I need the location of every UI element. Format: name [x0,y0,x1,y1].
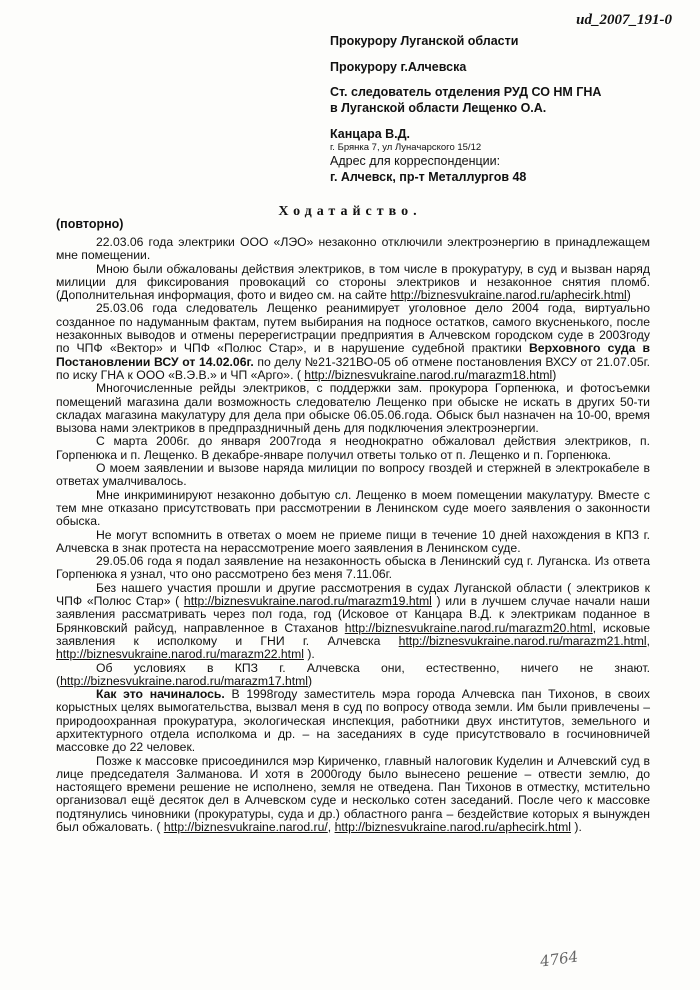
sender-address: г. Брянка 7, ул Луначарского 15/12 [330,142,482,154]
paragraph-1: 22.03.06 года электрики ООО «ЛЭО» незаконно отключили электроэнергию в принадлежащем мне помещении. [56,235,650,263]
p13-end: ). [571,820,582,835]
recipient-city-prosecutor: Прокурору г.Алчевска [330,59,467,74]
paragraph-9: 29.05.06 года я подал заявление на незаконность обыска в Ленинский суд г. Луганска. Из ответа Горпенюка я узнал, что оно рассмотрено без меня 7.11.06г. [56,554,650,582]
p2-text: Мною были обжалованы действия электриков, в том числе в прокуратуру, в суд и вызван наряд милиции для фиксирования провокаций со стороны электриков и незаконное снятия пломб. (Дополнительная информация, фото и видео см. на сайте [56,261,650,303]
p11-end: ) [308,673,313,688]
link-site-root[interactable]: http://biznesvukraine.narod.ru/ [163,820,328,835]
p2-end: ) [626,288,631,303]
paragraph-12 [56,688,650,754]
p11-text: Об условиях в КПЗ г. Алчевска они, естественно, ничего не знают. ( [56,660,650,688]
correspondence-address: г. Алчевск, пр-т Металлургов 48 [330,169,527,184]
document-title: Ходатайство. [278,204,422,219]
p12-heading: Как это начиналось. [96,687,225,702]
p3-end: ) [552,367,557,382]
p10-text-3: , исковые заявления к исполкому и ГНИ г. Алчевска [56,620,650,648]
paragraph-7: Мне инкриминируют незаконно добытую сл. Лещенко в моем помещении макулатуру. Вместе с тем мне отказано присутствовать при рассмотрении в Ленинском суде моего заявления о законности обыска. [56,487,650,529]
recipient-investigator-line1: Ст. следователь отделения РУД СО НМ ГНА [330,85,602,100]
paragraph-2 [56,263,650,303]
paragraph-13 [56,755,650,835]
p13-sep: , [327,820,335,835]
link-marazm21[interactable]: http://biznesvukraine.narod.ru/marazm21.html [398,633,647,648]
recipient-investigator-line2: в Луганской области Лещенко О.А. [330,100,547,115]
document-id: ud_2007_191-0 [576,12,672,28]
p12-text: В 1998году заместитель мэра города Алчевска пан Тихонов, в своих корыстных целях вымогательства, вызвал меня в суд по вопросу отвода земли. Им были привлечены – природоохранная прокуратура, экологическая инспекция, работники двух институтов, земельного и архитектурного отдела исполкома и др. – на заседаниях в суде присутствовало в госчиновничей массовке до 22 человек. [56,687,651,755]
p3-text-2: по делу №21-321ВО-05 об отмене постановления ВХСУ от 21.07.05г. по иску ГНА к ООО «В.Э.В.» и ЧП «Арго». ( [56,354,651,382]
paragraph-4: Многочисленные рейды электриков, с поддержки зам. прокурора Горпенюка, и фотосъемки помещений магазина дали возможность следователю Лещенко при обыске не искать в других 50-ти складах магазина макулатуру для дела при обыске 06.05.06.года. Обыск был назначен на 10-00, время вызова нами электриков в предпраздничный день для подключения электроэнергии. [56,381,650,436]
paragraph-5: С марта 2006г. до января 2007года я неоднократно обжаловал действия электриков, п. Горпенюка и п. Лещенко. В декабре-январе получил ответы только от п. Лещенко и п. Горпенюка. [56,434,650,462]
link-marazm18[interactable]: http://biznesvukraine.narod.ru/marazm18.html [304,367,553,382]
paragraph-10 [56,582,650,662]
link-marazm22[interactable]: http://biznesvukraine.narod.ru/marazm22.html [56,647,304,662]
document-body [56,236,650,834]
handwritten-page-number: 4764 [538,947,580,971]
link-aphecirk-2[interactable]: http://biznesvukraine.narod.ru/aphecirk.html [334,820,571,835]
link-marazm17[interactable]: http://biznesvukraine.narod.ru/marazm17.html [60,673,308,688]
p10-end: ). [303,647,315,662]
sender-name: Канцара В.Д. [330,126,411,141]
p3-bold: Верховного суда в Постановлении ВСУ от 14.02.06г. [56,341,650,369]
recipient-oblast-prosecutor: Прокурору Луганской области [330,34,519,48]
p10-text-2: ) или в лучшем случае начали наши заявления рассматривать через пол года, год (Исковое от Канцара В.Д. к электрикам поданное в Брянковский райсуд, направленное в Стаханов [56,594,650,635]
paragraph-8: Не могут вспомнить в ответах о моем не приеме пищи в течение 10 дней нахождения в КПЗ г. Алчевска в знак протеста на нерассмотрение моего заявления в Ленинском суде. [56,527,650,555]
paragraph-6: О моем заявлении и вызове наряда милиции по вопросу гвоздей и стержней в электрокабеле в ответах умалчивалось. [56,461,650,489]
p10-text: Без нашего участия прошли и другие рассмотрения в судах Луганской области ( электриков к ЧПФ «Полюс Стар» ( [56,580,650,609]
link-aphecirk[interactable]: http://biznesvukraine.narod.ru/aphecirk.html [390,288,627,303]
p10-sep: , [646,633,650,648]
paragraph-11 [56,662,650,689]
link-marazm19[interactable]: http://biznesvukraine.narod.ru/marazm19.html [183,594,432,609]
correspondence-label: Адрес для корреспонденции: [330,154,501,168]
recipients-block [330,34,680,185]
p3-text: 25.03.06 года следователь Лещенко реанимирует уголовное дело 2004 года, виртуально созданное по надуманным фактам, путем выбирания на подносе остатков, самого вкусненького, после незаконных выводов и отмены перерегистрации предприятия в Алчевском городском суде в 2003году по ЧПФ «Вектор» и ЧПФ «Полюс Стар», и в нарушение судебной практики [56,301,650,356]
p13-text: Позже к массовке присоединился мэр Кириченко, главный налоговик Куделин и Алчевский суд в лице председателя Залманова. И хотя в 2000году было вынесено решение – отвести землю, до настоящего времени решение не исполнено, земля не отведена. Пан Тихонов в отместку, мстительно организовал ещё десяток дел в Алчевском суде и несколько сотен заседаний. После чего к массовке подтянулись чиновники (прокуратуры, суда и др.) областного ранга – бездействие которых я вынужден был обжаловать. ( [56,753,650,835]
link-marazm20[interactable]: http://biznesvukraine.narod.ru/marazm20.html [344,620,593,635]
paragraph-3 [56,302,650,382]
repeat-note: (повторно) [56,217,124,231]
